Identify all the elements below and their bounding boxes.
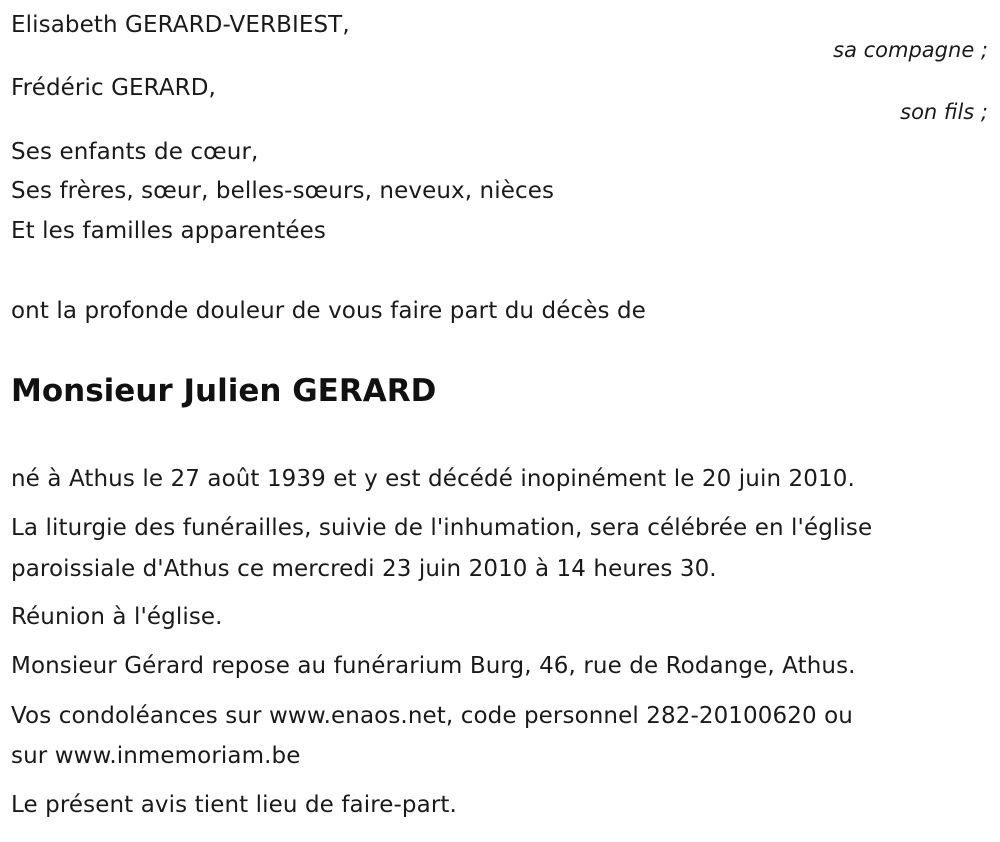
families-line: Et les familles apparentées	[11, 218, 326, 244]
condolences-line-2: sur www.inmemoriam.be	[11, 743, 301, 769]
companion-name: Elisabeth GERARD-VERBIEST,	[11, 12, 350, 38]
companion-role: sa compagne ;	[833, 38, 988, 62]
deceased-name: Monsieur Julien GERARD	[11, 373, 437, 409]
rest-line: Monsieur Gérard repose au funérarium Burg, 46, rue de Rodange, Athus.	[11, 653, 856, 679]
liturgy-line-1: La liturgie des funérailles, suivie de l'inhumation, sera célébrée en l'église	[11, 515, 873, 541]
children-line: Ses enfants de cœur,	[11, 139, 259, 165]
birth-death-line: né à Athus le 27 août 1939 et y est décédé inopinément le 20 juin 2010.	[11, 466, 855, 492]
condolences-line-1: Vos condoléances sur www.enaos.net, code personnel 282-20100620 ou	[11, 703, 853, 729]
son-role: son fils ;	[900, 100, 988, 124]
siblings-line: Ses frères, sœur, belles-sœurs, neveux, nièces	[11, 178, 555, 204]
announcement-intro: ont la profonde douleur de vous faire part du décès de	[11, 298, 646, 324]
closing-line: Le présent avis tient lieu de faire-part.	[11, 792, 457, 818]
meeting-line: Réunion à l'église.	[11, 604, 223, 630]
son-name: Frédéric GERARD,	[11, 75, 216, 101]
liturgy-line-2: paroissiale d'Athus ce mercredi 23 juin 2010 à 14 heures 30.	[11, 556, 717, 582]
